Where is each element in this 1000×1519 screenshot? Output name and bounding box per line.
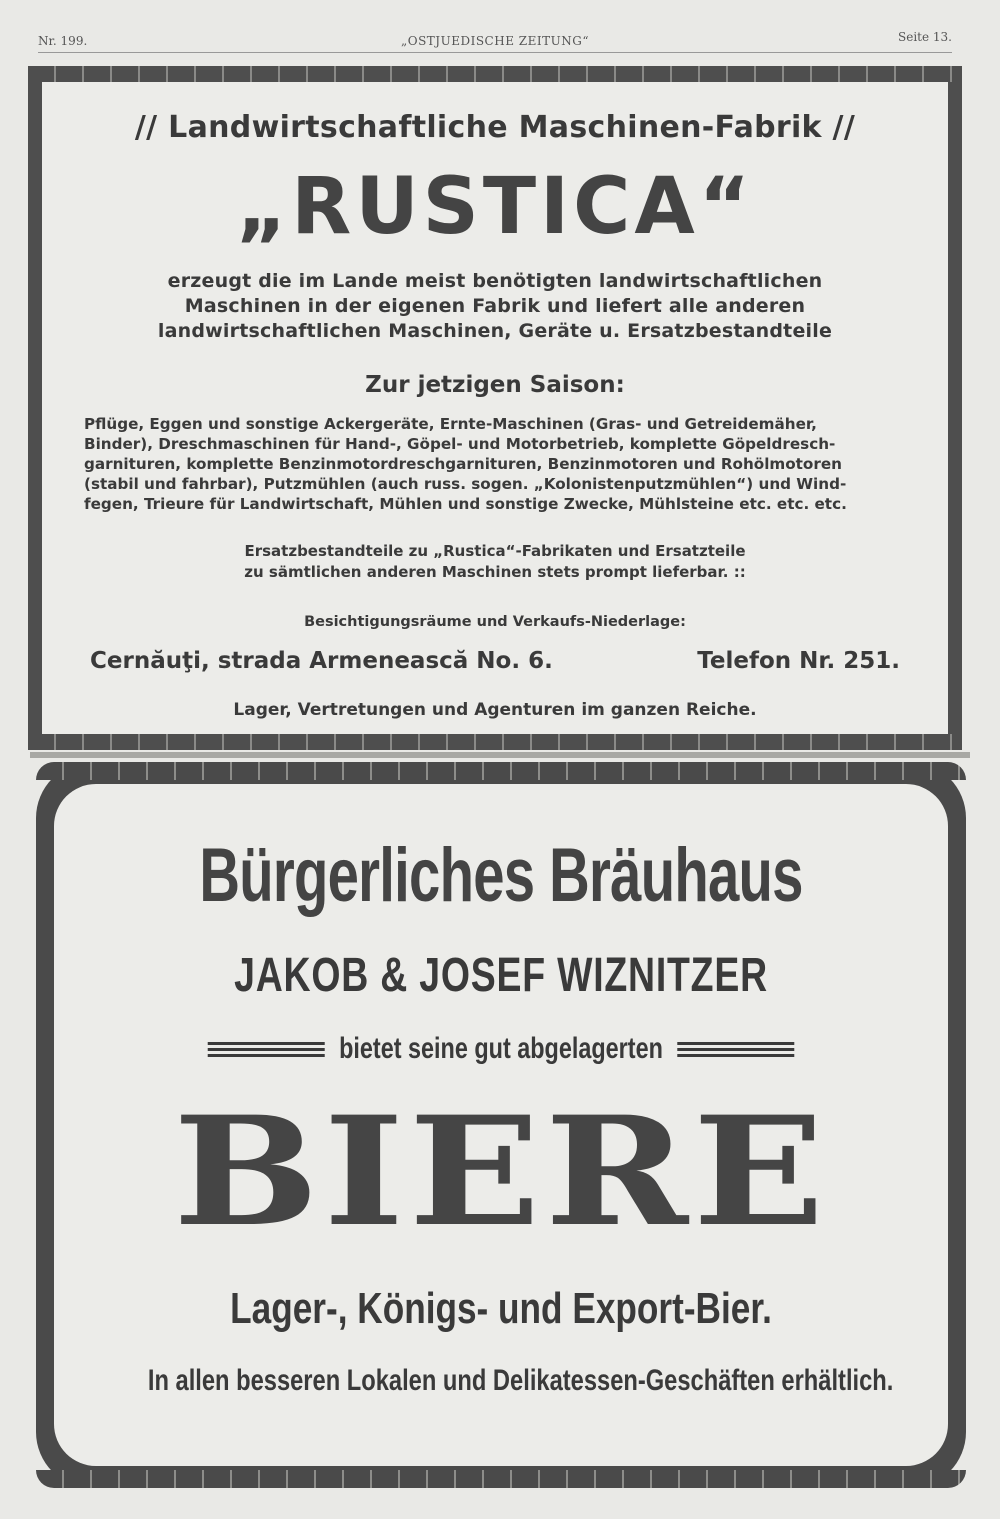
- newspaper-title: „OSTJUEDISCHE ZEITUNG“: [401, 34, 589, 48]
- ad-border-bottom: [28, 734, 962, 750]
- phone-number: Telefon Nr. 251.: [697, 648, 900, 674]
- brauhaus-advertisement: [36, 762, 966, 1488]
- product-line: Binder), Dreschmaschinen für Hand-, Göpel- und Motorbetrieb, komplette Göpeldresch-: [84, 435, 836, 453]
- header-rule: [38, 52, 952, 53]
- owners-name: JAKOB & JOSEF WIZNITZER: [234, 949, 768, 1002]
- ad-body: [42, 82, 948, 734]
- product-name: BIERE: [173, 1084, 829, 1260]
- running-header: [38, 30, 952, 52]
- rustica-advertisement: [28, 66, 962, 750]
- section-divider: [30, 752, 970, 758]
- spare-parts-line: Ersatzbestandteile zu „Rustica“-Fabrikaten und Ersatzteile: [244, 542, 746, 560]
- product-line: Pflüge, Eggen und sonstige Ackergeräte, Ernte-Maschinen (Gras- und Getreidemäher,: [84, 415, 817, 433]
- product-list: [84, 414, 918, 514]
- showroom-label: Besichtigungsräume und Verkaufs-Niederlage:: [304, 614, 686, 630]
- season-heading: Zur jetzigen Saison:: [365, 372, 625, 398]
- ad-border-top: [28, 66, 962, 82]
- decorative-rule-right: [677, 1042, 794, 1058]
- page-number: Seite 13.: [898, 30, 952, 44]
- brand-name: „RUSTICA“: [236, 162, 754, 252]
- product-line: fegen, Trieure für Landwirtschaft, Mühlen und sonstige Zwecke, Mühlsteine etc. etc. etc.: [84, 495, 847, 513]
- spare-parts-line: zu sämtlichen anderen Maschinen stets prompt lieferbar. ::: [244, 563, 746, 581]
- intro-line: landwirtschaftlichen Maschinen, Geräte u. Ersatzbestandteile: [157, 320, 833, 342]
- intro-line: erzeugt die im Lande meist benötigten landwirtschaftlichen: [167, 270, 823, 292]
- offer-text: bietet seine gut abgelagerten: [339, 1032, 663, 1065]
- brewery-name: Bürgerliches Bräuhaus: [199, 833, 803, 918]
- offer-line: [152, 1032, 849, 1066]
- issue-number: Nr. 199.: [38, 34, 88, 48]
- street-address: Cernăuţi, strada Armenească No. 6.: [90, 648, 553, 674]
- ad-heading: // Landwirtschaftliche Maschinen-Fabrik //: [134, 110, 856, 145]
- decorative-rule-left: [208, 1042, 325, 1058]
- beer-types: Lager-, Königs- und Export-Bier.: [230, 1284, 772, 1333]
- ad-body: [54, 784, 948, 1466]
- product-line: garnituren, komplette Benzinmotordreschgarnituren, Benzinmotoren und Rohölmotoren: [84, 455, 842, 473]
- agencies-line: Lager, Vertretungen und Agenturen im ganzen Reiche.: [233, 700, 757, 720]
- product-line: (stabil und fahrbar), Putzmühlen (auch russ. sogen. „Kolonistenputzmühlen“) und Wind-: [84, 475, 847, 493]
- intro-line: Maschinen in der eigenen Fabrik und liefert alle anderen: [184, 295, 806, 317]
- availability-line: In allen besseren Lokalen und Delikatessen-Geschäften erhältlich.: [147, 1364, 894, 1397]
